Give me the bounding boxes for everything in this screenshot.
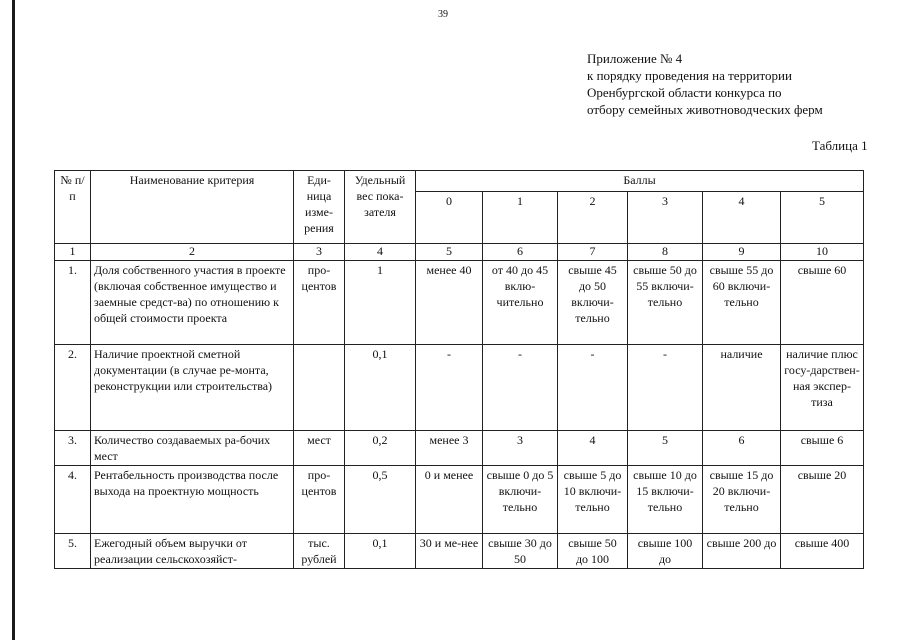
row-score-4: свыше 15 до 20 включи-тельно [703,466,781,534]
row-score-5: наличие плюс госу-дарствен-ная экспер-тиза [781,345,864,431]
criteria-table [54,170,864,569]
row-unit: про-центов [294,466,345,534]
row-unit: про-центов [294,261,345,345]
table-row [55,345,864,431]
row-score-2: - [558,345,628,431]
row-score-1: свыше 0 до 5 включи-тельно [483,466,558,534]
column-number: 5 [416,244,483,261]
row-score-3: свыше 10 до 15 включи-тельно [628,466,703,534]
header-score: 5 [781,192,864,244]
row-score-3: - [628,345,703,431]
column-number-row [55,244,864,261]
header-unit: Еди-ница изме-рения [294,171,345,244]
row-score-4: 6 [703,431,781,466]
table-row [55,261,864,345]
row-score-2: свыше 5 до 10 включи-тельно [558,466,628,534]
row-num: 1. [55,261,91,345]
appendix-line: отбору семейных животноводческих ферм [587,102,823,117]
row-score-4: свыше 55 до 60 включи-тельно [703,261,781,345]
row-criterion: Рентабельность производства после выхода на проектную мощность [91,466,294,534]
row-score-2: 4 [558,431,628,466]
row-score-2: свыше 45 до 50 включи-тельно [558,261,628,345]
row-score-5: свыше 400 [781,534,864,569]
row-num: 3. [55,431,91,466]
row-score-0: - [416,345,483,431]
row-score-5: свыше 20 [781,466,864,534]
header-score: 1 [483,192,558,244]
header-points: Баллы [416,171,864,192]
header-score: 4 [703,192,781,244]
row-weight: 0,1 [345,534,416,569]
row-score-2: свыше 50 до 100 [558,534,628,569]
row-weight: 1 [345,261,416,345]
page-number: 39 [438,9,448,20]
table-row [55,431,864,466]
row-score-0: менее 3 [416,431,483,466]
header-score: 3 [628,192,703,244]
appendix-heading [587,50,823,118]
row-num: 4. [55,466,91,534]
appendix-line: Оренбургской области конкурса по [587,85,782,100]
row-score-1: свыше 30 до 50 [483,534,558,569]
header-row [55,171,864,192]
row-criterion: Доля собственного участия в проекте (включая собственное имущество и заемные средст-ва) по отношению к общей стоимости проекта [91,261,294,345]
column-number: 3 [294,244,345,261]
row-score-0: 30 и ме-нее [416,534,483,569]
row-score-1: от 40 до 45 вклю-чительно [483,261,558,345]
row-unit: мест [294,431,345,466]
header-weight: Удельный вес пока-зателя [345,171,416,244]
header-name: Наименование критерия [91,171,294,244]
column-number: 6 [483,244,558,261]
table-label: Таблица 1 [812,138,868,153]
table-row [55,534,864,569]
row-criterion: Ежегодный объем выручки от реализации сельскохозяйст- [91,534,294,569]
row-weight: 0,2 [345,431,416,466]
row-score-1: 3 [483,431,558,466]
row-score-5: свыше 60 [781,261,864,345]
column-number: 7 [558,244,628,261]
scan-edge-bar [12,0,15,640]
row-criterion: Количество создаваемых ра-бочих мест [91,431,294,466]
column-number: 1 [55,244,91,261]
row-weight: 0,1 [345,345,416,431]
row-score-4: наличие [703,345,781,431]
row-num: 2. [55,345,91,431]
row-score-3: 5 [628,431,703,466]
row-score-3: свыше 50 до 55 включи-тельно [628,261,703,345]
row-score-0: 0 и менее [416,466,483,534]
header-num: № п/п [55,171,91,244]
row-score-3: свыше 100 до [628,534,703,569]
column-number: 9 [703,244,781,261]
column-number: 8 [628,244,703,261]
appendix-line: Приложение № 4 [587,51,683,66]
column-number: 2 [91,244,294,261]
appendix-line: к порядку проведения на территории [587,68,792,83]
row-score-1: - [483,345,558,431]
header-score: 2 [558,192,628,244]
column-number: 10 [781,244,864,261]
row-unit: тыс. рублей [294,534,345,569]
row-score-0: менее 40 [416,261,483,345]
row-num: 5. [55,534,91,569]
header-score: 0 [416,192,483,244]
column-number: 4 [345,244,416,261]
row-weight: 0,5 [345,466,416,534]
row-score-4: свыше 200 до [703,534,781,569]
row-criterion: Наличие проектной сметной документации (в случае ре-монта, реконструкции или строительства) [91,345,294,431]
row-score-5: свыше 6 [781,431,864,466]
table-row [55,466,864,534]
row-unit [294,345,345,431]
